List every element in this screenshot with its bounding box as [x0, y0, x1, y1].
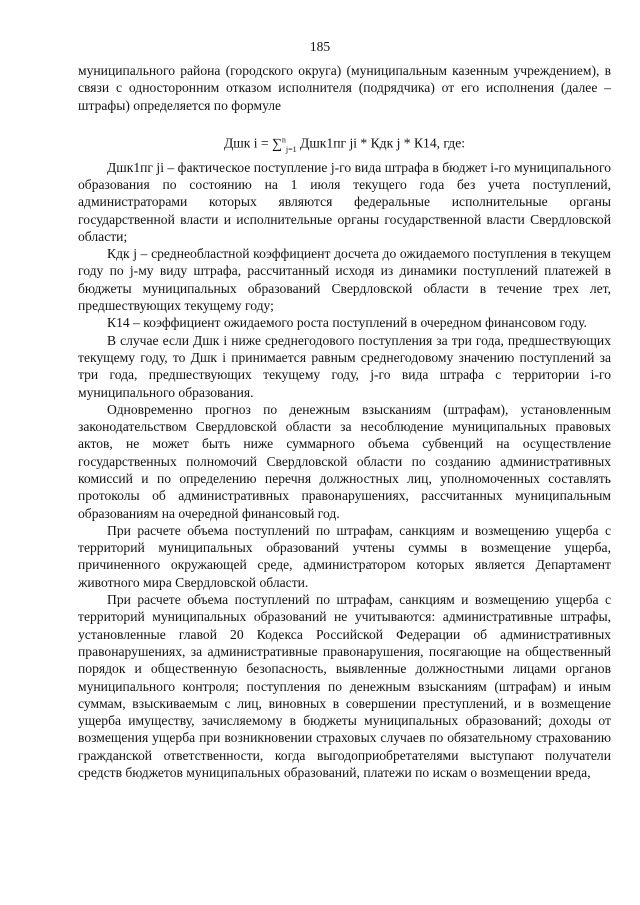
- formula-right: Дшк1пг ji * Кдк j * К14, где:: [296, 135, 466, 151]
- sum-lower-limit: j=1: [285, 144, 297, 154]
- formula-left: Дшк i =: [223, 135, 272, 151]
- sum-upper-limit: n: [281, 134, 286, 144]
- sum-symbol: [271, 134, 297, 154]
- paragraph-average-rule: В случае если Дшк i ниже среднегодового поступления за три года, предшествующих текущему году, то Дшк i принимается равным среднегодовому значению поступлений за три года, предшествующих текущему году, j-го вида штрафа с территории i-го муниципального образования.: [78, 332, 611, 400]
- paragraph-definition-dshk1pg: Дшк1пг ji – фактическое поступление j-го вида штрафа в бюджет i-го муниципального образования по состоянию на 1 июля текущего года без учета поступлений, администраторами которых являются федеральные исполнительные органы государственной власти и исполнительные органы государственной власти Свердловской области;: [78, 159, 611, 244]
- page-number: 185: [309, 39, 331, 54]
- paragraph-definition-kdk: Кдк j – среднеобластной коэффициент досчета до ожидаемого поступления в текущем году по j-му виду штрафа, рассчитанный исходя из динамики поступлений платежей в бюджеты муниципальных образований Свердловской области в течение трех лет, предшествующих текущему году;: [78, 246, 611, 314]
- paragraph-intro: муниципального района (городского округа) (муниципальным казенным учреждением), в связи с односторонним отказом исполнителя (подрядчика) от его исполнения (далее – штрафы) определяется по формуле: [78, 63, 611, 113]
- body-text: [78, 62, 611, 781]
- sum-sign: ∑: [271, 136, 282, 152]
- paragraph-regional-fines: Одновременно прогноз по денежным взысканиям (штрафам), установленным законодательством Свердловской области за несоблюдение муниципальных правовых актов, не может быть ниже суммарного объема субвенций на осуществление государственных полномочий Свердловской области по созданию административных комиссий и по определению перечня должностных лиц, уполномоченных составлять протоколы об административных правонарушениях, рассчитанных муниципальным образованиям на очередной финансовый год.: [78, 401, 611, 521]
- paragraph-exclusions: При расчете объема поступлений по штрафам, санкциям и возмещению ущерба с территорий муниципальных образований не учитываются: административные штрафы, установленные главой 20 Кодекса Российской Федерации об административных правонарушениях, за административные правонарушения, посягающие на общественный порядок и общественную безопасность, выявленные должностными лицами органов муниципального контроля; поступления по денежным взысканиям (штрафам) и иным суммам, взыскиваемым с лиц, виновных в совершении преступлений, и в возмещение ущерба имуществу, зачисляемому в бюджеты муниципальных образований; доходы от возмещения ущерба при возникновении страховых случаев по обязательному страхованию гражданской ответственности, когда выгодоприобретателями выступают получатели средств бюджетов муниципальных образований, платежи по искам о возмещении вреда,: [78, 592, 611, 781]
- formula: [78, 131, 611, 158]
- paragraph-environment-damage: При расчете объема поступлений по штрафам, санкциям и возмещению ущерба с территорий муниципальных образований учтены суммы в возмещение ущерба, причиненного окружающей среде, администратором которых является Департамент животного мира Свердловской области.: [78, 522, 611, 590]
- paragraph-definition-k14: К14 – коэффициент ожидаемого роста поступлений в очередном финансовом году.: [107, 315, 587, 331]
